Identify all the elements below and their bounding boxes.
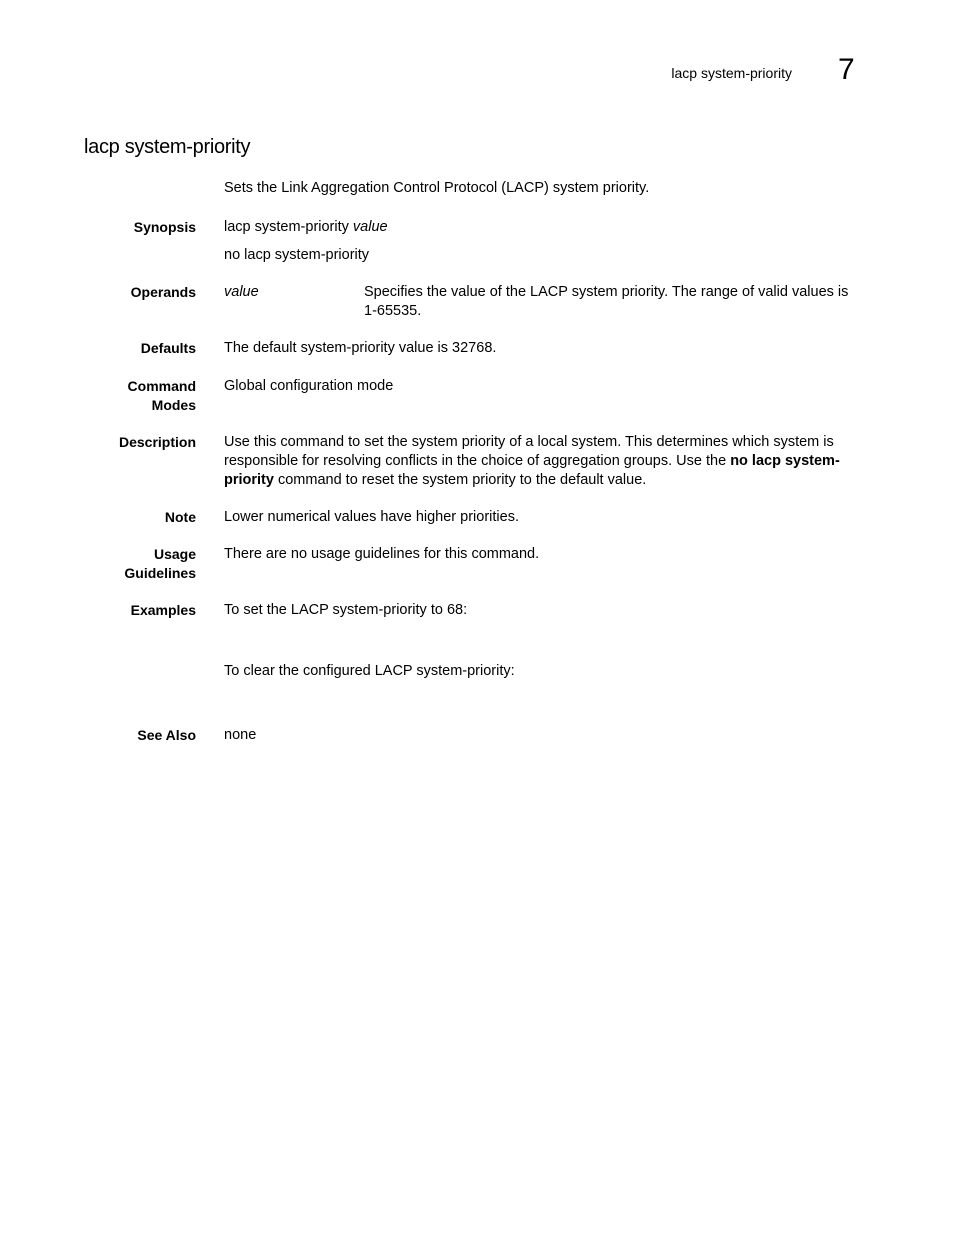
intro-text: Sets the Link Aggregation Control Protocol (LACP) system priority.: [224, 180, 650, 196]
examples-content: [224, 601, 856, 681]
synopsis-command: lacp system-priority: [224, 219, 349, 235]
usage-label: Usage Guidelines: [124, 546, 196, 581]
note-label: Note: [164, 509, 196, 525]
description-text: Use this command to set the system priority of a local system. This determines which system is responsible for resolving conflicts in the choice of aggregation groups. Use the no lacp system-priority command to reset the system priority to the default value.: [224, 434, 840, 488]
synopsis-line-2: no lacp system-priority: [224, 247, 370, 263]
synopsis-label: Synopsis: [133, 219, 196, 235]
page-title: lacp system-priority: [84, 136, 251, 158]
see-also-text: none: [224, 727, 257, 743]
description-command: no lacp system-priority: [224, 453, 840, 488]
operand-description: Specifies the value of the LACP system priority. The range of valid values is 1-65535.: [364, 284, 849, 319]
example-1: To set the LACP system-priority to 68:: [224, 602, 468, 618]
example-2: To clear the configured LACP system-priority:: [224, 663, 515, 679]
defaults-label: Defaults: [140, 340, 196, 356]
usage-text: There are no usage guidelines for this command.: [224, 546, 540, 562]
see-also-label: See Also: [137, 727, 196, 743]
note-text: Lower numerical values have higher priorities.: [224, 509, 519, 525]
synopsis-argument: value: [352, 219, 388, 235]
description-label: Description: [118, 434, 196, 450]
synopsis-content: [224, 218, 856, 265]
operands-label: Operands: [130, 284, 196, 300]
command-modes-label: Command Modes: [127, 378, 196, 413]
chapter-number: 7: [838, 53, 855, 86]
defaults-text: The default system-priority value is 32768.: [224, 340, 497, 356]
running-header: lacp system-priority: [671, 65, 792, 81]
operand-name: value: [224, 284, 259, 300]
examples-label: Examples: [130, 602, 196, 618]
synopsis-line-1: [224, 218, 856, 237]
command-modes-text: Global configuration mode: [224, 378, 394, 394]
